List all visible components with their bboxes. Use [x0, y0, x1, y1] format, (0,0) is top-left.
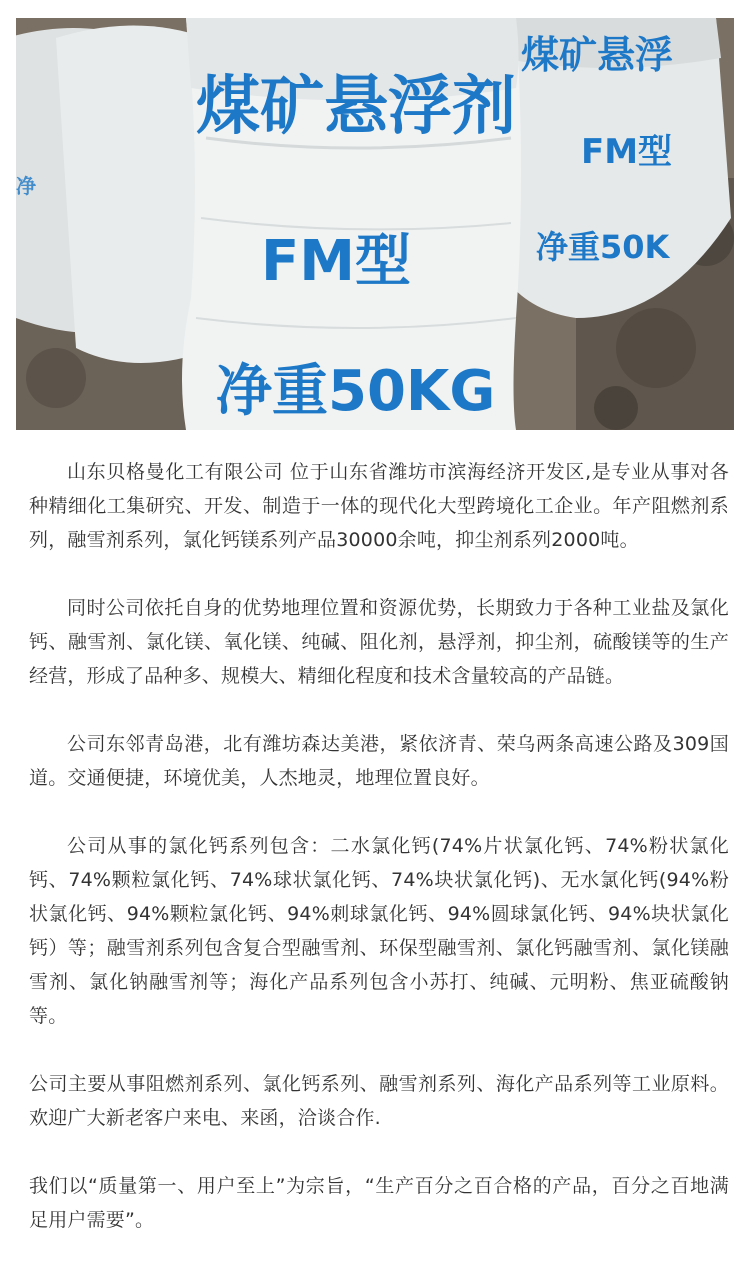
- main-bag-model: FM型: [261, 229, 411, 294]
- resources-paragraph: 同时公司依托自身的优势地理位置和资源优势，长期致力于各种工业盐及氯化钙、融雪剂、氯化镁、氧化镁、纯碱、阻化剂，悬浮剂，抑尘剂，硫酸镁等的生产经营，形成了品种多、规模大、精细化程度和技术含量较高的产品链。: [29, 597, 729, 687]
- products-paragraph: 公司从事的氯化钙系列包含：二水氯化钙(74%片状氯化钙、74%粉状氯化钙、74%颗粒氯化钙、74%球状氯化钙、74%块状氯化钙)、无水氯化钙(94%粉状氯化钙、94%颗粒氯化钙、94%刺球氯化钙、94%圆球氯化钙、94%块状氯化钙）等；融雪剂系列包含复合型融雪剂、环保型融雪剂、氯化钙融雪剂、氯化镁融雪剂、氯化钠融雪剂等；海化产品系列包含小苏打、纯碱、元明粉、焦亚硫酸钠等。: [29, 835, 729, 1027]
- right-bag-weight: 净重50K: [536, 228, 670, 266]
- tenet-paragraph: 我们以“质量第一、用户至上”为宗旨，“生产百分之百合格的产品，百分之百地满足用户需要”。: [29, 1175, 729, 1231]
- right-bag-model: FM型: [581, 132, 673, 172]
- product-photo-svg: [16, 18, 734, 430]
- business-paragraph: 公司主要从事阻燃剂系列、氯化钙系列、融雪剂系列、海化产品系列等工业原料。欢迎广大新老客户来电、来函，洽谈合作.: [29, 1073, 729, 1129]
- main-bag-weight: 净重50KG: [216, 359, 496, 424]
- location-paragraph: 公司东邻青岛港，北有潍坊森达美港，紧依济青、荣乌两条高速公路及309国道。交通便捷，环境优美，人杰地灵，地理位置良好。: [29, 733, 729, 789]
- article-body: [29, 455, 729, 1237]
- right-bag-title: 煤矿悬浮: [521, 33, 674, 77]
- main-bag-title: 煤矿悬浮剂: [196, 70, 516, 144]
- intro-paragraph: 山东贝格曼化工有限公司 位于山东省潍坊市滨海经济开发区,是专业从事对各种精细化工集研究、开发、制造于一体的现代化大型跨境化工企业。年产阻燃剂系列，融雪剂系列，氯化钙镁系列产品30000余吨，抑尘剂系列2000吨。: [29, 461, 729, 551]
- svg-text:净: 净: [16, 174, 36, 198]
- product-photo: [16, 18, 734, 430]
